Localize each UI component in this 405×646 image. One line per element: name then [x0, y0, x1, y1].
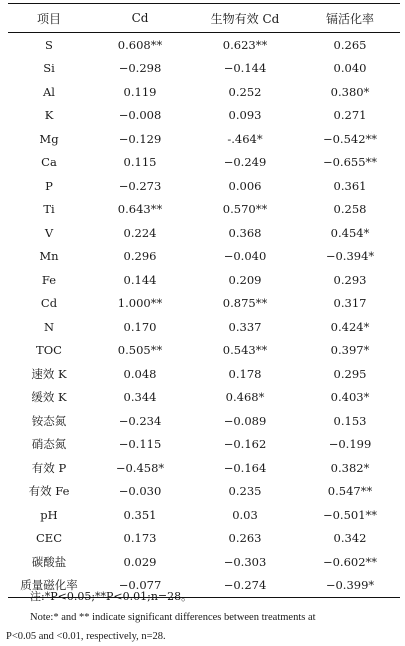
table-row — [8, 57, 400, 81]
value-cell: 0.263 — [228, 531, 262, 546]
table-row — [8, 33, 400, 57]
value-cell: 0.570** — [222, 202, 268, 217]
note-english-line-1: Note:* and ** indicate significant differences between treatments at — [30, 612, 316, 623]
table-row — [8, 503, 400, 527]
table-row — [8, 198, 400, 222]
value-cell: −0.164 — [223, 460, 267, 475]
variable-cell: K — [44, 108, 54, 123]
column-header: 镉活化率 — [300, 4, 400, 33]
value-cell: 0.317 — [333, 296, 367, 311]
value-cell: −0.162 — [223, 437, 267, 452]
value-cell: 0.209 — [228, 272, 262, 287]
variable-cell: 铵态氮 — [31, 413, 67, 428]
variable-cell: 缓效 K — [31, 390, 67, 405]
table-row — [8, 386, 400, 410]
value-cell: 0.295 — [333, 366, 367, 381]
value-cell: −0.394* — [325, 249, 375, 264]
table-row — [8, 362, 400, 386]
table-row — [8, 80, 400, 104]
value-cell: 0.351 — [123, 507, 157, 522]
note-english — [6, 608, 400, 646]
value-cell: 0.397* — [330, 343, 370, 358]
value-cell: −0.303 — [223, 554, 267, 569]
table-row — [8, 456, 400, 480]
table-row — [8, 339, 400, 363]
value-cell: −0.249 — [223, 155, 267, 170]
table-row — [8, 221, 400, 245]
value-cell: 0.547** — [327, 484, 373, 499]
value-cell: 0.380* — [330, 84, 370, 99]
variable-cell: S — [45, 37, 53, 52]
value-cell: 0.093 — [228, 108, 262, 123]
table-row — [8, 315, 400, 339]
table-row — [8, 480, 400, 504]
note-english-line-2: P<0.05 and <0.01, respectively, n=28. — [6, 631, 166, 642]
value-cell: 0.875** — [222, 296, 268, 311]
variable-cell: P — [45, 178, 53, 193]
value-cell: 0.040 — [333, 61, 367, 76]
value-cell: 0.029 — [123, 554, 157, 569]
value-cell: 0.403* — [330, 390, 370, 405]
value-cell: 0.03 — [232, 507, 258, 522]
value-cell: 0.368 — [228, 225, 262, 240]
column-header: Cd — [90, 4, 190, 33]
value-cell: 0.293 — [333, 272, 367, 287]
value-cell: 0.252 — [228, 84, 262, 99]
value-cell: 0.505** — [117, 343, 163, 358]
value-cell: −0.089 — [223, 413, 267, 428]
value-cell: −0.602** — [322, 554, 378, 569]
value-cell: −0.077 — [90, 574, 190, 598]
value-cell: 0.144 — [123, 272, 157, 287]
variable-cell: N — [43, 319, 55, 334]
variable-cell: Fe — [41, 272, 57, 287]
value-cell: −0.234 — [118, 413, 162, 428]
note-chinese: 注:*P<0.05;**P<0.01;n=28。 — [30, 590, 193, 603]
value-cell: 0.235 — [228, 484, 262, 499]
value-cell: 0.224 — [123, 225, 157, 240]
value-cell: 0.468* — [225, 390, 265, 405]
column-header: 生物有效 Cd — [190, 4, 300, 33]
value-cell: 0.170 — [123, 319, 157, 334]
value-cell: 0.258 — [333, 202, 367, 217]
header-row — [8, 4, 400, 33]
value-cell: −0.129 — [118, 131, 162, 146]
table-row — [8, 292, 400, 316]
value-cell: −0.298 — [118, 61, 162, 76]
value-cell: 0.115 — [123, 155, 157, 170]
table-row — [8, 245, 400, 269]
value-cell: −0.008 — [118, 108, 162, 123]
value-cell: 0.361 — [333, 178, 367, 193]
value-cell: −0.199 — [328, 437, 372, 452]
variable-cell: Al — [43, 84, 55, 99]
table-body — [8, 33, 400, 598]
variable-cell: pH — [40, 507, 58, 522]
value-cell: 0.271 — [333, 108, 367, 123]
value-cell: −0.273 — [118, 178, 162, 193]
value-cell: 0.543** — [222, 343, 268, 358]
value-cell: −0.144 — [223, 61, 267, 76]
variable-cell: Mg — [39, 131, 59, 146]
variable-cell: 速效 K — [31, 366, 67, 381]
table-row — [8, 268, 400, 292]
variable-cell: V — [44, 225, 54, 240]
value-cell: 0.382* — [330, 460, 370, 475]
value-cell: 0.173 — [123, 531, 157, 546]
value-cell: 0.643** — [117, 202, 163, 217]
value-cell: 0.178 — [228, 366, 262, 381]
correlation-table — [8, 3, 400, 598]
value-cell: −0.501** — [322, 507, 378, 522]
value-cell: 0.048 — [123, 366, 157, 381]
table-row — [8, 527, 400, 551]
variable-cell: 硝态氮 — [31, 437, 67, 452]
value-cell: -.464* — [227, 131, 263, 146]
value-cell: −0.040 — [223, 249, 267, 264]
variable-cell: Ti — [43, 202, 55, 217]
value-cell: 0.296 — [123, 249, 157, 264]
value-cell: 0.153 — [333, 413, 367, 428]
variable-cell: 有效 Fe — [28, 484, 70, 499]
value-cell: 0.342 — [333, 531, 367, 546]
table-row — [8, 550, 400, 574]
value-cell: 0.119 — [123, 84, 157, 99]
table-row — [8, 127, 400, 151]
value-cell: 1.000** — [117, 296, 163, 311]
variable-cell: TOC — [36, 343, 62, 358]
value-cell: −0.458* — [115, 460, 165, 475]
value-cell: −0.274 — [190, 574, 300, 598]
value-cell: 0.344 — [123, 390, 157, 405]
value-cell: 0.623** — [222, 37, 268, 52]
table-row — [8, 151, 400, 175]
variable-cell: 有效 P — [31, 460, 67, 475]
table-row — [8, 433, 400, 457]
value-cell: −0.115 — [118, 437, 162, 452]
value-cell: −0.542** — [322, 131, 378, 146]
table-row — [8, 409, 400, 433]
variable-cell: Cd — [40, 296, 58, 311]
variable-cell: Mn — [39, 249, 59, 264]
value-cell: −0.030 — [118, 484, 162, 499]
value-cell: −0.399* — [300, 574, 400, 598]
variable-cell: 质量磁化率 — [8, 574, 90, 598]
table-header — [8, 4, 400, 33]
variable-cell: Ca — [41, 155, 57, 170]
table-row — [8, 174, 400, 198]
value-cell: 0.006 — [228, 178, 262, 193]
value-cell: 0.454* — [330, 225, 370, 240]
table-row — [8, 104, 400, 128]
value-cell: −0.655** — [322, 155, 378, 170]
value-cell: 0.424* — [330, 319, 370, 334]
column-header: 项目 — [8, 4, 90, 33]
value-cell: 0.608** — [117, 37, 163, 52]
value-cell: 0.265 — [333, 37, 367, 52]
variable-cell: 碳酸盐 — [31, 554, 67, 569]
value-cell: 0.337 — [228, 319, 262, 334]
variable-cell: Si — [43, 61, 55, 76]
variable-cell: CEC — [36, 531, 62, 546]
